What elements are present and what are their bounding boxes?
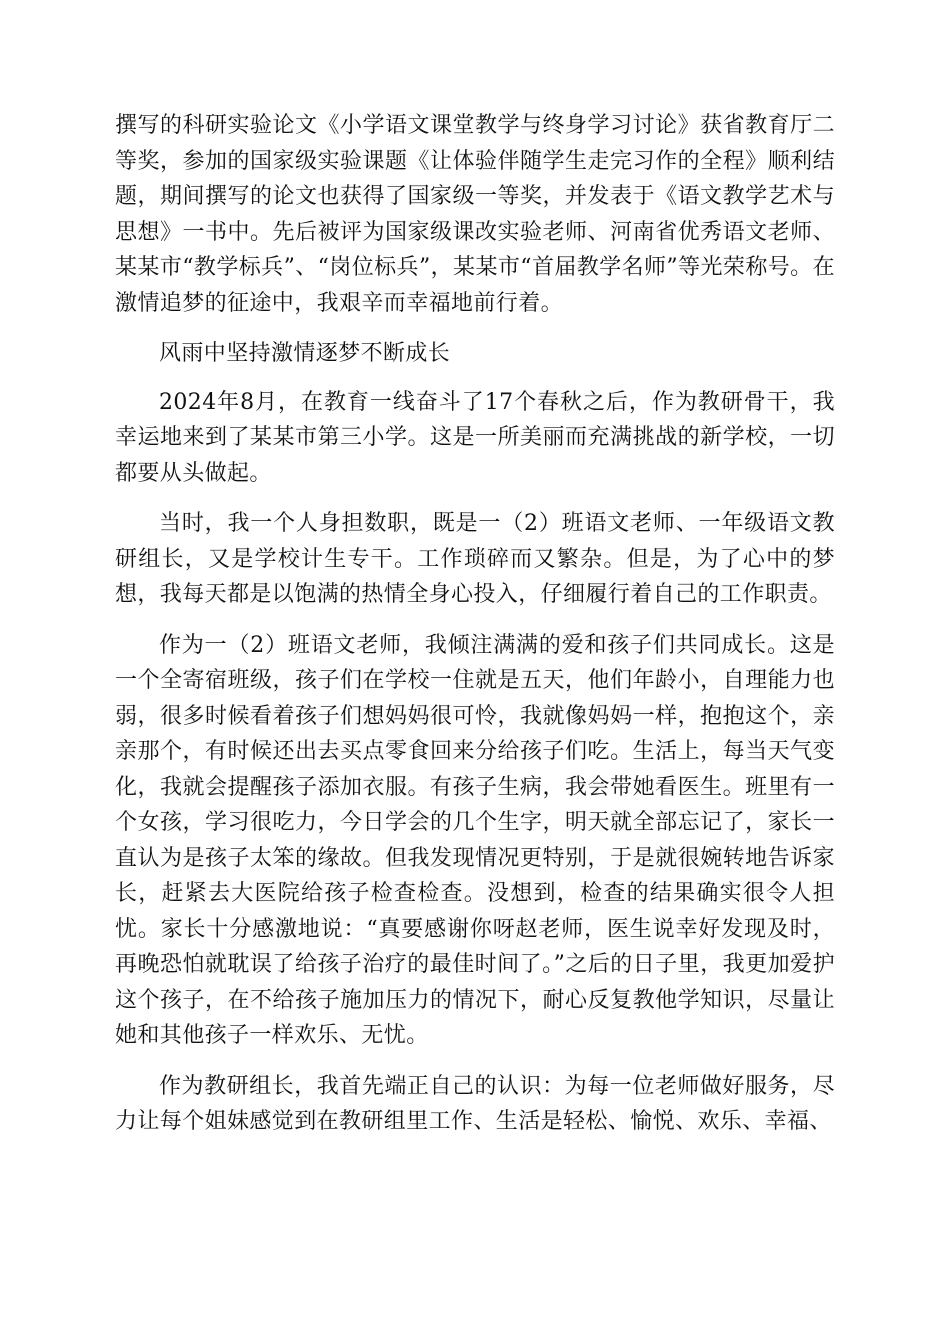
paragraph-multiple-roles: 当时，我一个人身担数职，既是一（2）班语文老师、一年级语文教研组长，又是学校计生专干。工作琐碎而又繁杂。但是，为了心中的梦想，我每天都是以饱满的热情全身心投入，仔细履行着自己的工作职责。 (115, 511, 835, 607)
paragraph-new-school: 2024年8月，在教育一线奋斗了17个春秋之后，作为教研骨干，我幸运地来到了某某市第三小学。这是一所美丽而充满挑战的新学校，一切都要从头做起。 (115, 389, 835, 486)
document-page (115, 108, 835, 1155)
paragraph-class-teacher: 作为一（2）班语文老师，我倾注满满的爱和孩子们共同成长。这是一个全寄宿班级，孩子们在学校一住就是五天，他们年龄小，自理能力也弱，很多时候看着孩子们想妈妈很可怜，我就像妈妈一样，抱抱这个，亲亲那个，有时候还出去买点零食回来分给孩子们吃。生活上，每当天气变化，我就会提醒孩子添加衣服。有孩子生病，我会带她看医生。班里有一个女孩，学习很吃力，今日学会的几个生字，明天就全部忘记了，家长一直认为是孩子太笨的缘故。但我发现情况更特别，于是就很婉转地告诉家长，赶紧去大医院给孩子检查检查。没想到，检查的结果确实很令人担忧。家长十分感激地说：“真要感谢你呀赵老师，医生说幸好发现及时，再晚恐怕就耽误了给孩子治疗的最佳时间了。”之后的日子里，我更加爱护这个孩子，在不给孩子施加压力的情况下，耐心反复教他学知识，尽量让她和其他孩子一样欢乐、无忧。 (115, 632, 835, 1048)
paragraph-research-awards: 撰写的科研实验论文《小学语文课堂教学与终身学习讨论》获省教育厅二等奖，参加的国家级实验课题《让体验伴随学生走完习作的全程》顺利结题，期间撰写的论文也获得了国家级一等奖，并发表于《语文教学艺术与思想》一书中。先后被评为国家级课改实验老师、河南省优秀语文老师、某某市“教学标兵”、“岗位标兵”，某某市“首届教学名师”等光荣称号。在激情追梦的征途中，我艰辛而幸福地前行着。 (115, 113, 835, 316)
paragraph-research-leader: 作为教研组长，我首先端正自己的认识：为每一位老师做好服务，尽力让每个姐妹感觉到在教研组里工作、生活是轻松、愉悦、欢乐、幸福、 (115, 1073, 835, 1134)
section-heading: 风雨中坚持激情逐梦不断成长 (159, 341, 451, 366)
